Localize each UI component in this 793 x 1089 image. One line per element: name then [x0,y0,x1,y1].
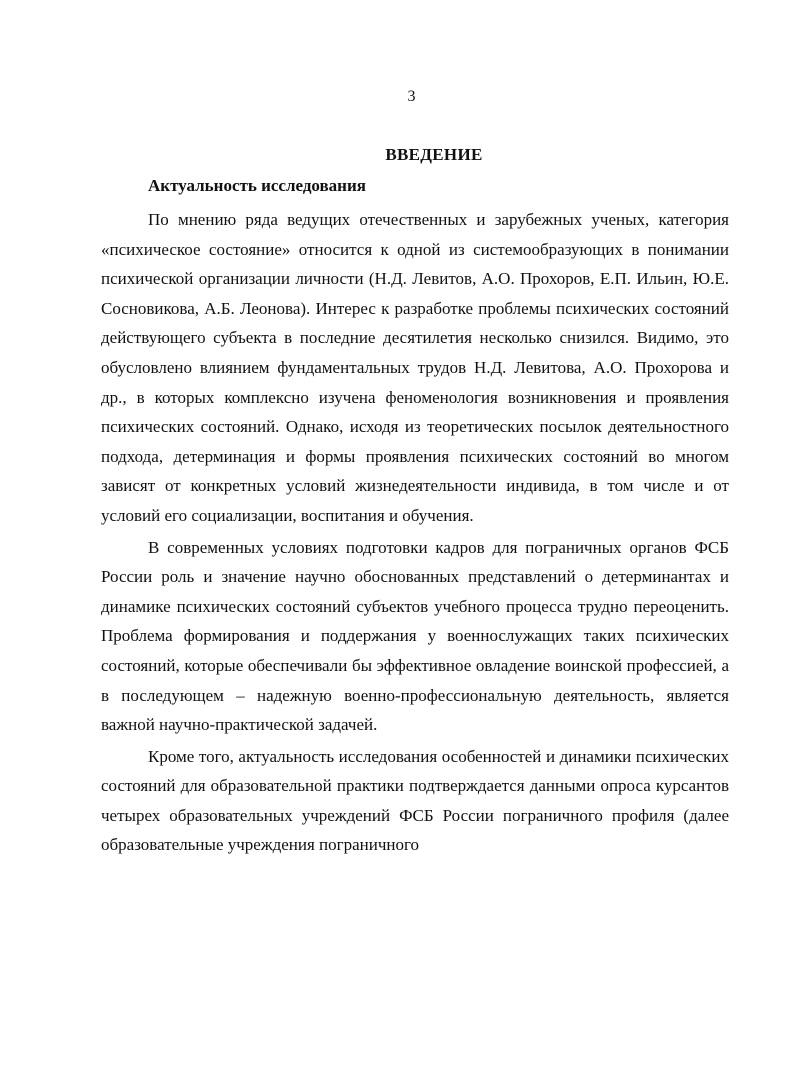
page-number: 3 [407,88,416,105]
body-text [101,205,729,860]
subsection-heading: Актуальность исследования [148,176,366,195]
paragraph-1: По мнению ряда ведущих отечественных и зарубежных ученых, категория «психическое состояние» относится к одной из системообразующих в понимании психической организации личности (Н.Д. Левитов, А.О. Прохоров, Е.П. Ильин, Ю.Е. Сосновикова, А.Б. Леонова). Интерес к разработке проблемы психических состояний действующего субъекта в последние десятилетия несколько снизился. Видимо, это обусловлено влиянием фундаментальных трудов Н.Д. Левитова, А.О. Прохорова и др., в которых комплексно изучена феноменология возникновения и проявления психических состояний. Однако, исходя из теоретических посылок деятельностного подхода, детерминация и формы проявления психических состояний во многом зависят от конкретных условий жизнедеятельности индивида, в том числе и от условий его социализации, воспитания и обучения. [101,210,729,525]
paragraph-3: Кроме того, актуальность исследования особенностей и динамики психических состояний для образовательной практики подтверждается данными опроса курсантов четырех образовательных учреждений ФСБ России пограничного профиля (далее образовательные учреждения пограничного [101,746,729,855]
section-heading: ВВЕДЕНИЕ [385,145,483,164]
paragraph-2: В современных условиях подготовки кадров для пограничных органов ФСБ России роль и значение научно обоснованных представлений о детерминантах и динамике психических состояний субъектов учебного процесса трудно переоценить. Проблема формирования и поддержания у военнослужащих таких психических состояний, которые обеспечивали бы эффективное овладение воинской профессией, а в последующем – надежную военно-профессиональную деятельность, является важной научно-практической задачей. [101,537,729,735]
